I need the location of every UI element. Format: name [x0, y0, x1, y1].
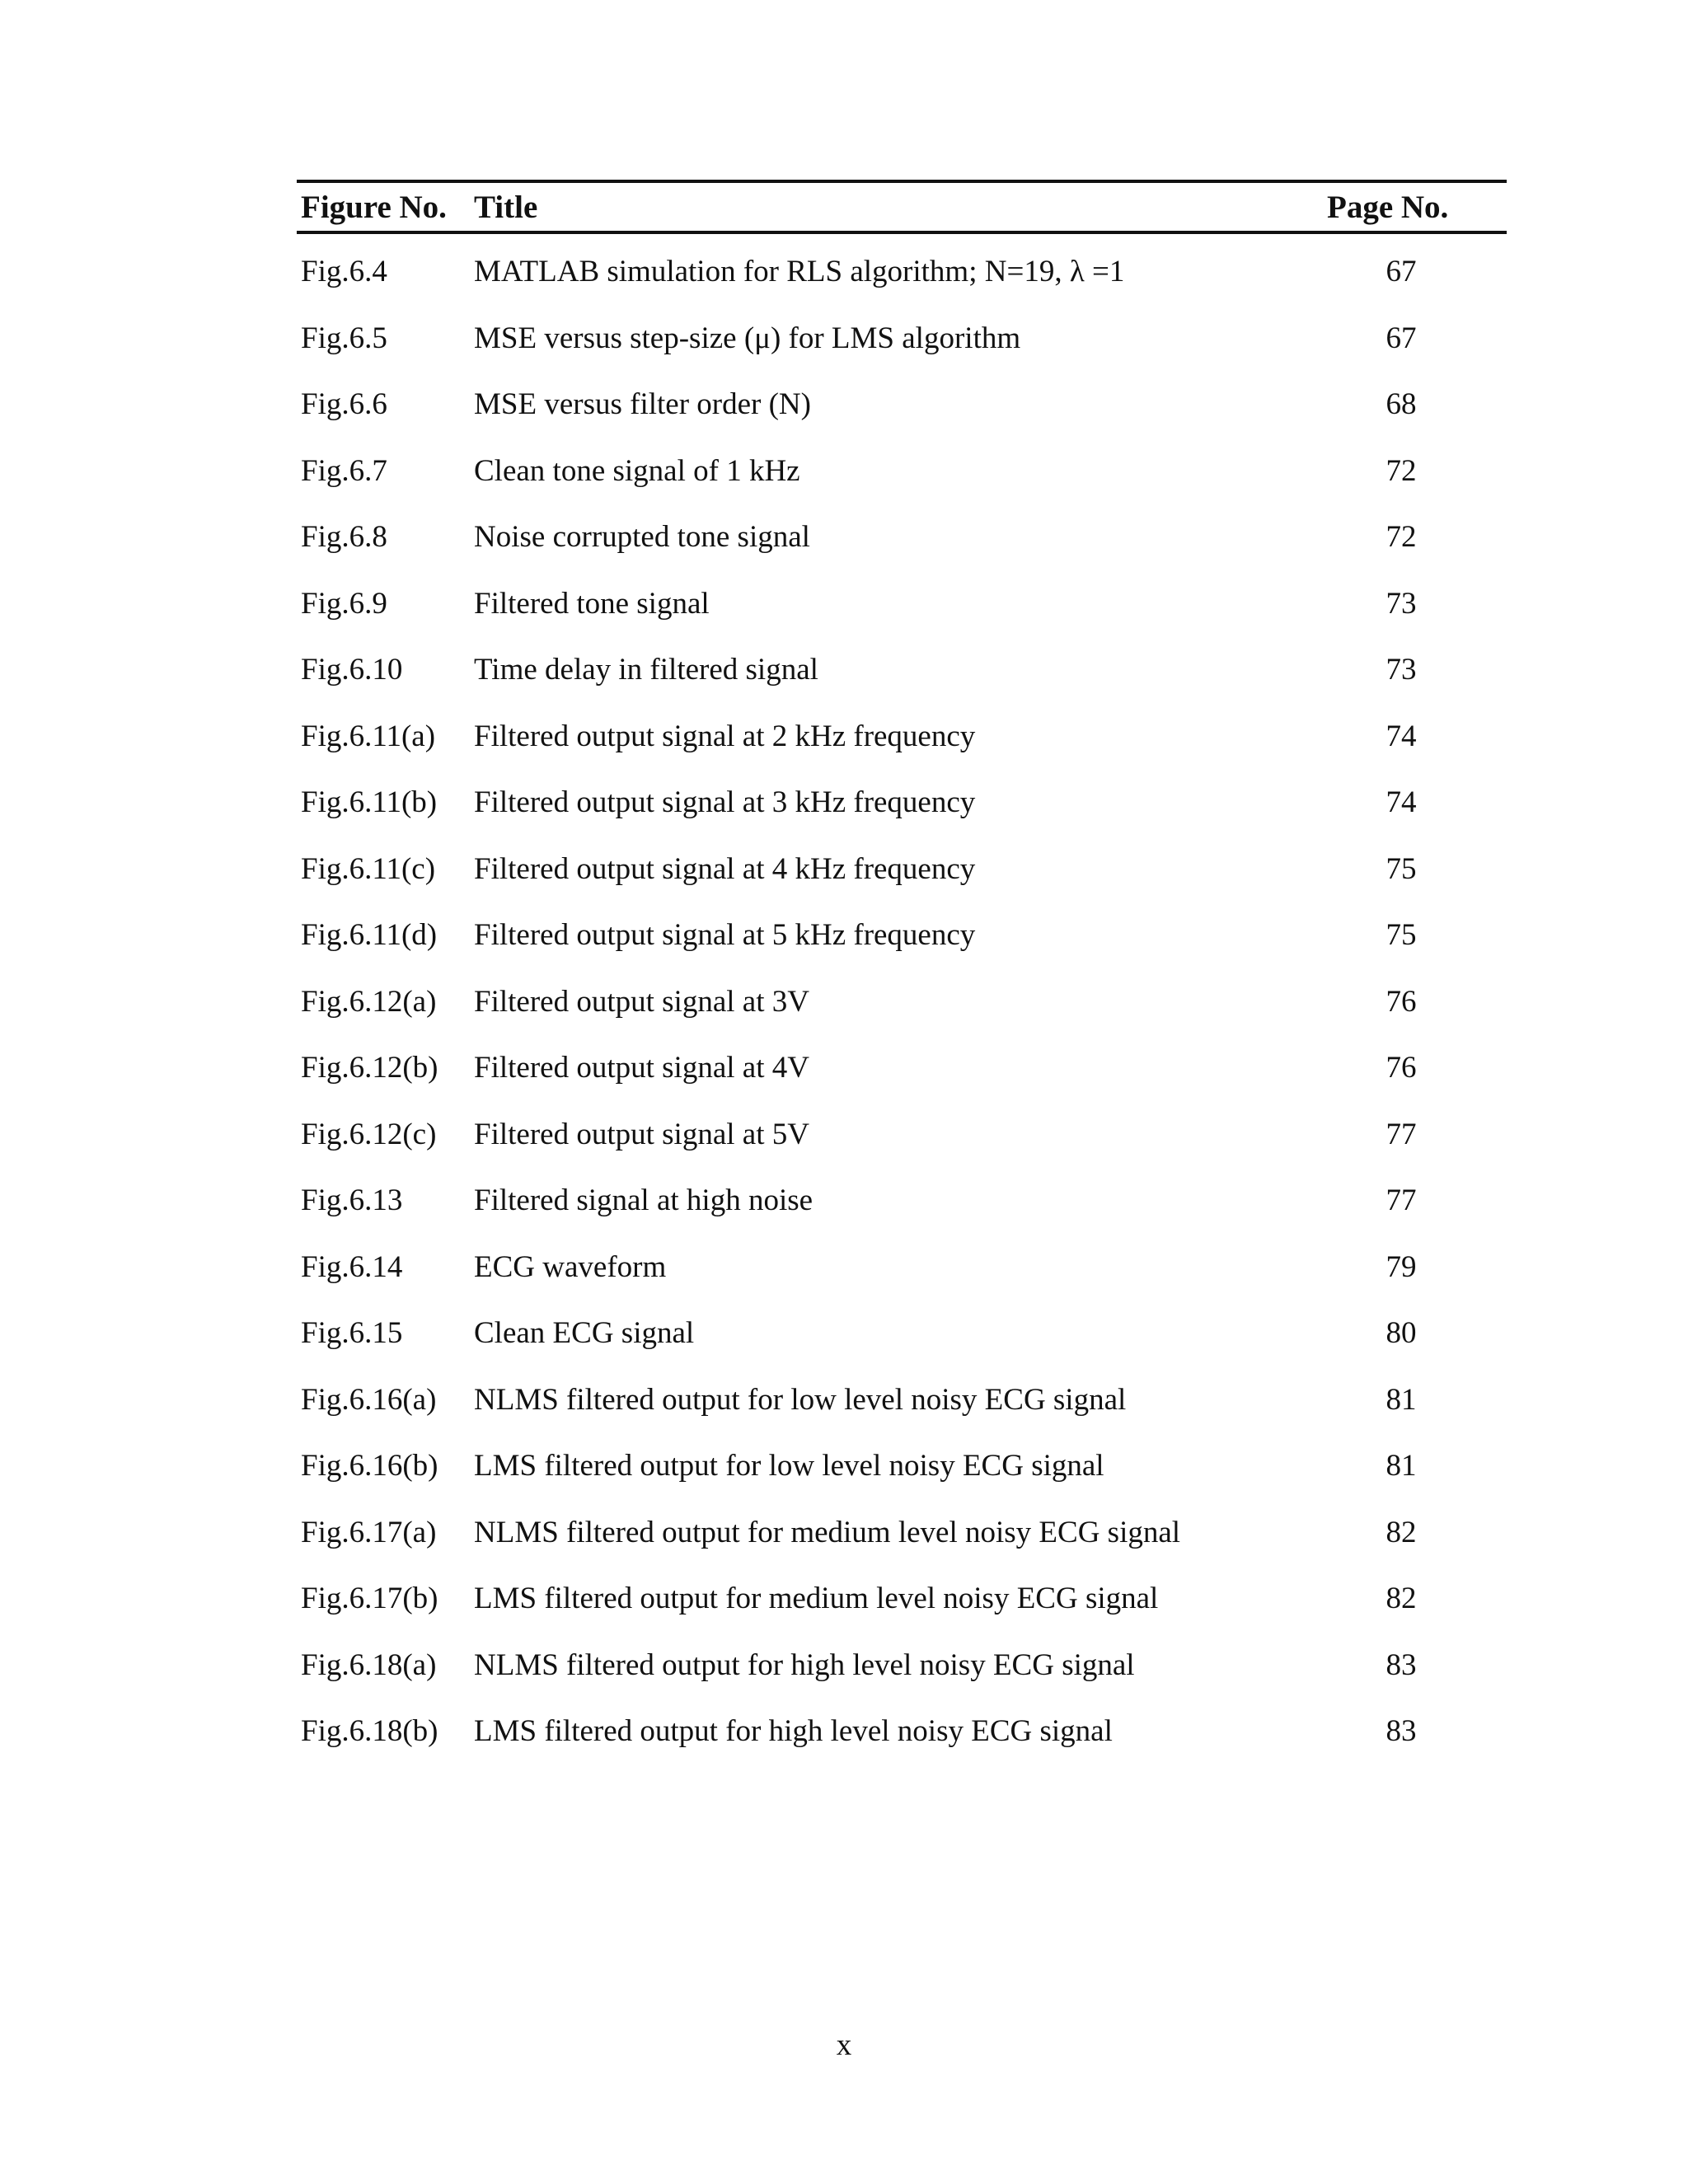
figure-page-number: 68	[1386, 387, 1417, 421]
table-row	[297, 499, 1507, 566]
table-row	[297, 566, 1507, 633]
figure-title: Filtered output signal at 4 kHz frequency	[474, 851, 976, 886]
table-row	[297, 699, 1507, 766]
figure-page-number: 72	[1386, 453, 1417, 488]
figure-number: Fig.6.10	[301, 653, 403, 687]
table-row	[297, 234, 1507, 301]
figure-title: NLMS filtered output for high level noisy ECG signal	[474, 1647, 1135, 1682]
figure-page-number: 75	[1386, 851, 1417, 886]
figure-number: Fig.6.17(b)	[301, 1582, 438, 1615]
figure-page-number: 67	[1386, 255, 1417, 288]
figure-page-number: 82	[1386, 1515, 1417, 1549]
figure-page-number: 73	[1386, 653, 1417, 687]
figure-number: Fig.6.11(b)	[301, 785, 438, 819]
figure-title: MSE versus filter order (N)	[474, 387, 811, 421]
figure-page-number: 77	[1386, 1117, 1417, 1151]
figure-page-number: 67	[1386, 321, 1417, 355]
figure-title: LMS filtered output for low level noisy ECG signal	[474, 1449, 1104, 1483]
header-page-no: Page No.	[1327, 190, 1449, 225]
table-row	[297, 1163, 1507, 1230]
figure-page-number: 74	[1386, 785, 1417, 819]
figure-title: NLMS filtered output for low level noisy ECG signal	[474, 1382, 1127, 1417]
figure-number: Fig.6.11(c)	[301, 851, 436, 886]
figure-page-number: 72	[1386, 520, 1417, 554]
figure-number: Fig.6.6	[301, 387, 387, 421]
page-number: x	[836, 2028, 852, 2062]
figure-number: Fig.6.16(b)	[301, 1449, 438, 1483]
figure-page-number: 81	[1386, 1449, 1417, 1483]
table-row	[297, 765, 1507, 832]
figure-title: Filtered output signal at 3 kHz frequency	[474, 785, 976, 819]
table-row	[297, 964, 1507, 1031]
figure-page-number: 80	[1386, 1316, 1417, 1350]
figure-title: Clean ECG signal	[474, 1316, 695, 1350]
table-body	[297, 234, 1507, 1760]
figure-title: Filtered signal at high noise	[474, 1183, 814, 1217]
figure-page-number: 74	[1386, 719, 1417, 753]
table-row	[297, 1694, 1507, 1760]
figure-page-number: 81	[1386, 1382, 1417, 1417]
figure-title: Filtered tone signal	[474, 586, 710, 621]
header-title: Title	[474, 190, 538, 225]
figure-number: Fig.6.9	[301, 586, 387, 621]
table-row	[297, 1230, 1507, 1296]
figure-page-number: 77	[1386, 1183, 1417, 1217]
table-row	[297, 1296, 1507, 1362]
figure-title: Filtered output signal at 5V	[474, 1117, 809, 1151]
figure-title: Filtered output signal at 4V	[474, 1051, 809, 1085]
figure-number: Fig.6.12(a)	[301, 984, 437, 1019]
table-row	[297, 632, 1507, 699]
figure-number: Fig.6.14	[301, 1249, 403, 1284]
figure-page-number: 76	[1386, 1051, 1417, 1085]
figure-number: Fig.6.15	[301, 1316, 403, 1350]
figure-title: MSE versus step-size (μ) for LMS algorithm	[474, 321, 1021, 355]
figure-number: Fig.6.8	[301, 520, 387, 554]
table-row	[297, 1030, 1507, 1097]
figure-page-number: 83	[1386, 1647, 1417, 1682]
figure-page-number: 82	[1386, 1582, 1417, 1615]
figure-page-number: 76	[1386, 984, 1417, 1019]
figure-title: MATLAB simulation for RLS algorithm; N=19, λ =1	[474, 255, 1125, 288]
figure-number: Fig.6.4	[301, 255, 387, 288]
figure-number: Fig.6.13	[301, 1183, 403, 1217]
figure-number: Fig.6.11(a)	[301, 719, 436, 753]
table-row	[297, 1362, 1507, 1429]
figure-page-number: 83	[1386, 1714, 1417, 1748]
figure-number: Fig.6.17(a)	[301, 1515, 437, 1549]
figure-title: NLMS filtered output for medium level noisy ECG signal	[474, 1515, 1181, 1549]
figure-title: Time delay in filtered signal	[474, 653, 818, 687]
table-row	[297, 1428, 1507, 1495]
table-row	[297, 832, 1507, 898]
table-row	[297, 1628, 1507, 1694]
list-of-figures-table	[297, 180, 1507, 1760]
figure-page-number: 73	[1386, 586, 1417, 621]
table-header-row	[297, 183, 1507, 231]
figure-title: Filtered output signal at 5 kHz frequency	[474, 918, 976, 952]
table-row	[297, 301, 1507, 368]
table-row	[297, 898, 1507, 964]
table-row	[297, 1561, 1507, 1628]
header-figure-no: Figure No.	[301, 190, 447, 225]
table-row	[297, 434, 1507, 500]
figure-page-number: 79	[1386, 1249, 1417, 1284]
figure-title: ECG waveform	[474, 1249, 667, 1284]
figure-title: Filtered output signal at 2 kHz frequency	[474, 719, 976, 753]
figure-title: LMS filtered output for high level noisy ECG signal	[474, 1714, 1113, 1748]
figure-title: Clean tone signal of 1 kHz	[474, 453, 800, 488]
table-row	[297, 1097, 1507, 1164]
figure-number: Fig.6.18(a)	[301, 1647, 437, 1682]
figure-number: Fig.6.18(b)	[301, 1714, 438, 1748]
figure-number: Fig.6.16(a)	[301, 1382, 437, 1417]
figure-number: Fig.6.11(d)	[301, 918, 438, 952]
figure-number: Fig.6.5	[301, 321, 387, 355]
figure-number: Fig.6.12(b)	[301, 1051, 438, 1085]
table-row	[297, 1495, 1507, 1562]
figure-title: Filtered output signal at 3V	[474, 984, 809, 1019]
figure-page-number: 75	[1386, 918, 1417, 952]
figure-title: LMS filtered output for medium level noisy ECG signal	[474, 1582, 1159, 1615]
table-row	[297, 367, 1507, 434]
figure-title: Noise corrupted tone signal	[474, 520, 810, 554]
figure-number: Fig.6.12(c)	[301, 1117, 437, 1151]
figure-number: Fig.6.7	[301, 453, 387, 488]
